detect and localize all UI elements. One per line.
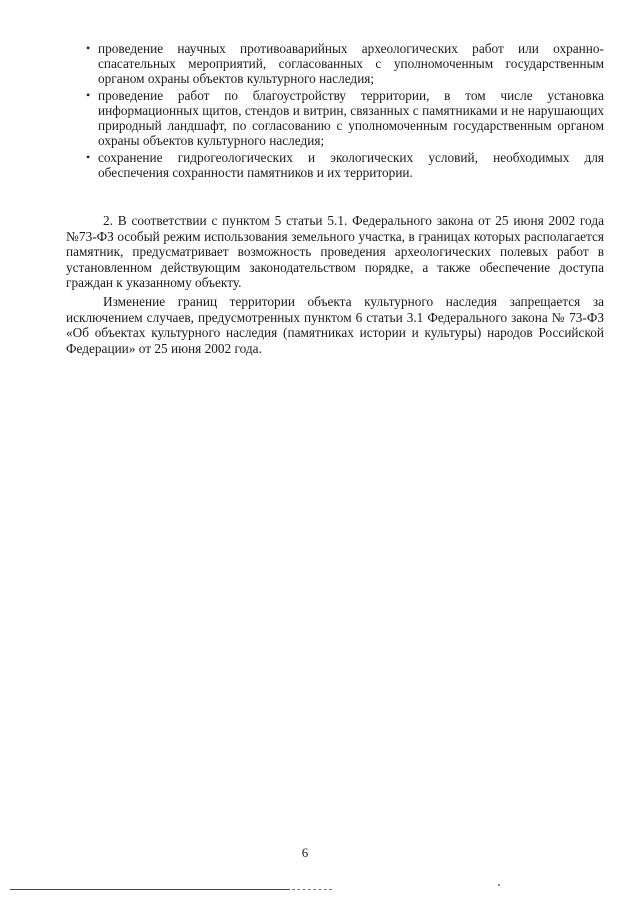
list-item xyxy=(86,41,604,86)
page-number: 6 xyxy=(301,845,309,860)
bullet-text: проведение научных противоаварийных археологических работ или охранно-спасательных мероприятий, согласованных с уполномоченным государственным органом охраны объектов культурного наследия; xyxy=(98,41,604,86)
paragraph-boundary-change: Изменение границ территории объекта культурного наследия запрещается за исключением случаев, предусмотренных пунктом 6 статьи 3.1 Федерального закона № 73-ФЗ «Об объектах культурного наследия (памятниках истории и культуры) народов Российской Федерации» от 25 июня 2002 года. xyxy=(66,294,604,356)
bullet-marker: • xyxy=(86,150,91,164)
bullet-text: сохранение гидрогеологических и экологических условий, необходимых для обеспечения сохранности памятников и их территории. xyxy=(98,150,604,180)
list-item xyxy=(86,150,604,180)
scan-speck xyxy=(498,884,500,886)
bullet-marker: • xyxy=(86,41,91,55)
bullet-text: проведение работ по благоустройству территории, в том числе установка информационных щитов, стендов и витрин, связанных с памятниками и не нарушающих природный ландшафт, по согласованию с уполномоченным государственным органом охраны объектов культурного наследия; xyxy=(98,88,604,148)
footer-rule xyxy=(10,889,290,890)
list-item xyxy=(86,88,604,148)
bullet-marker: • xyxy=(86,88,91,102)
paragraph-clause-2: 2. В соответствии с пунктом 5 статьи 5.1. Федерального закона от 25 июня 2002 года №73-ФЗ особый режим использования земельного участка, в границах которых располагается памятник, предусматривает возможность проведения археологических полевых работ в установленном действующим законодательством порядке, а также обеспечение доступа граждан к указанному объекту. xyxy=(66,213,604,290)
footer-dashed-rule xyxy=(292,889,332,890)
bullet-list xyxy=(86,41,604,182)
